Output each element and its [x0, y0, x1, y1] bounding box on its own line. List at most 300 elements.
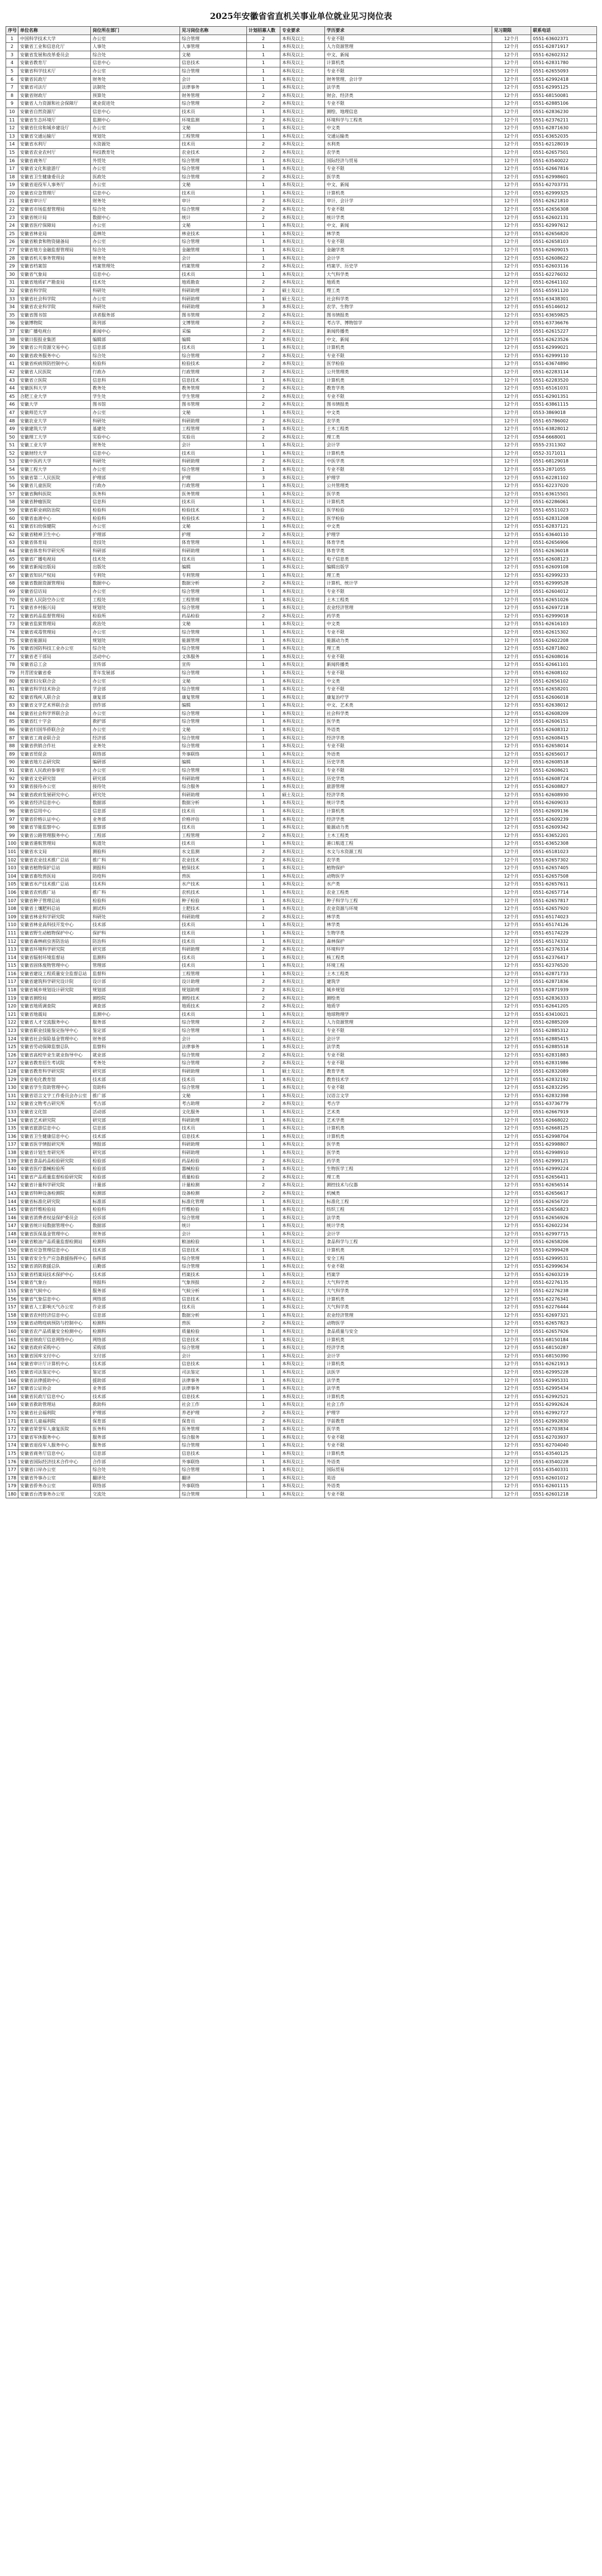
- table-cell: 能源动力类: [325, 636, 492, 645]
- table-cell: 计算机类: [325, 1124, 492, 1133]
- table-cell: 0551-62608102: [531, 669, 597, 677]
- table-cell: 环境工程: [325, 962, 492, 970]
- table-cell: 12个月: [492, 978, 531, 986]
- table-cell: 信息技术: [180, 1449, 247, 1458]
- table-cell: 科研处: [91, 417, 180, 425]
- table-cell: 0551-62128019: [531, 140, 597, 149]
- table-cell: 1: [247, 962, 280, 970]
- table-cell: 1: [247, 758, 280, 767]
- table-cell: 安徽省精神卫生中心: [18, 530, 91, 539]
- table-cell: 81: [6, 685, 18, 694]
- table-cell: 法学类: [325, 1376, 492, 1385]
- table-cell: 20: [6, 189, 18, 197]
- table-cell: 0551-62276032: [531, 270, 597, 279]
- table-cell: 接待处: [91, 783, 180, 791]
- table-cell: 审计、会计学: [325, 197, 492, 206]
- table-cell: 0551-62602234: [531, 1222, 597, 1230]
- table-cell: 综合管理: [180, 1466, 247, 1474]
- table-cell: 合作部: [91, 1458, 180, 1466]
- table-cell: 办公室: [91, 408, 180, 417]
- table-cell: 135: [6, 1124, 18, 1133]
- table-cell: 技术员: [180, 449, 247, 457]
- table-cell: 12个月: [492, 425, 531, 434]
- table-row: [6, 116, 597, 124]
- table-header: [6, 27, 597, 35]
- table-cell: 水文监测: [180, 848, 247, 856]
- table-cell: 1: [247, 344, 280, 352]
- table-cell: 本科及以上: [280, 482, 325, 490]
- table-row: [6, 1295, 597, 1303]
- table-cell: 本科及以上: [280, 734, 325, 742]
- table-cell: 基建处: [91, 425, 180, 434]
- table-cell: 养老护理: [180, 1409, 247, 1417]
- table-cell: 能源动力类: [325, 824, 492, 832]
- table-cell: 65: [6, 555, 18, 563]
- table-cell: 研究部: [91, 775, 180, 783]
- table-cell: 种子科学与工程: [325, 897, 492, 905]
- table-cell: 汉语言文学: [325, 1092, 492, 1100]
- table-cell: 0551-65511023: [531, 507, 597, 515]
- table-row: [6, 1043, 597, 1051]
- table-row: [6, 750, 597, 758]
- table-cell: 宣传部: [91, 661, 180, 669]
- table-cell: 本科及以上: [280, 652, 325, 661]
- table-cell: 0551-62656906: [531, 539, 597, 547]
- table-cell: 检验技术: [180, 514, 247, 523]
- table-cell: 教育学类: [325, 1068, 492, 1076]
- table-cell: 12个月: [492, 693, 531, 702]
- table-cell: 1: [247, 1132, 280, 1141]
- table-cell: 0551-62602208: [531, 636, 597, 645]
- table-cell: 0551-62276341: [531, 1295, 597, 1303]
- table-cell: 0551-62609239: [531, 815, 597, 824]
- table-cell: 安徽省动物疫病预防与控制中心: [18, 1319, 91, 1328]
- table-cell: 0551-62885312: [531, 1027, 597, 1035]
- table-cell: 70: [6, 596, 18, 604]
- table-cell: 护理部: [91, 474, 180, 482]
- table-cell: 22: [6, 206, 18, 214]
- table-cell: 0551-65786002: [531, 417, 597, 425]
- table-cell: 综合管理: [180, 767, 247, 775]
- table-cell: 47: [6, 408, 18, 417]
- table-cell: 1: [247, 1433, 280, 1442]
- table-cell: 专业不限: [325, 100, 492, 108]
- table-cell: 0551-63438301: [531, 295, 597, 303]
- table-cell: 数据分析: [180, 1311, 247, 1319]
- table-cell: 技术部: [91, 1360, 180, 1369]
- table-cell: 经济学类: [325, 815, 492, 824]
- table-cell: 0551-68150081: [531, 91, 597, 100]
- table-cell: 12个月: [492, 685, 531, 694]
- table-cell: 文秘: [180, 408, 247, 417]
- table-cell: 12个月: [492, 392, 531, 401]
- table-cell: 能源管理: [180, 636, 247, 645]
- table-cell: 技术科: [91, 880, 180, 889]
- table-cell: 12个月: [492, 1214, 531, 1222]
- table-cell: 0551-62657817: [531, 897, 597, 905]
- table-cell: 本科及以上: [280, 108, 325, 116]
- table-cell: 综合管理: [180, 742, 247, 751]
- table-cell: 安徽省辐射环境监督站: [18, 953, 91, 962]
- table-cell: 编辑: [180, 758, 247, 767]
- table-cell: 服务部: [91, 1287, 180, 1296]
- table-cell: 0551-62667816: [531, 165, 597, 173]
- table-cell: 1: [247, 157, 280, 165]
- table-cell: 12个月: [492, 1328, 531, 1336]
- table-row: [6, 100, 597, 108]
- table-cell: 12个月: [492, 1173, 531, 1181]
- table-cell: 文秘: [180, 181, 247, 189]
- table-row: [6, 555, 597, 563]
- table-cell: 1: [247, 685, 280, 694]
- table-cell: 安徽省地震局: [18, 1010, 91, 1019]
- table-cell: 0551-63736676: [531, 319, 597, 328]
- table-cell: 12个月: [492, 1466, 531, 1474]
- table-cell: 93: [6, 783, 18, 791]
- table-cell: 地质技术: [180, 1002, 247, 1011]
- table-cell: 12个月: [492, 157, 531, 165]
- table-cell: 27: [6, 246, 18, 255]
- table-cell: 信息技术: [180, 376, 247, 384]
- table-cell: 108: [6, 905, 18, 913]
- table-cell: 本科及以上: [280, 1352, 325, 1360]
- table-cell: 综合服务: [180, 1433, 247, 1442]
- table-cell: 0551-62609015: [531, 246, 597, 255]
- table-cell: 42: [6, 368, 18, 376]
- table-cell: 2: [247, 994, 280, 1002]
- table-cell: 1: [247, 783, 280, 791]
- table-cell: 51: [6, 441, 18, 450]
- table-row: [6, 831, 597, 840]
- table-cell: 75: [6, 636, 18, 645]
- table-cell: 2: [6, 43, 18, 51]
- table-cell: 3: [247, 303, 280, 311]
- table-cell: 本科及以上: [280, 222, 325, 230]
- table-row: [6, 287, 597, 295]
- table-cell: 112: [6, 937, 18, 946]
- table-cell: 行政办: [91, 482, 180, 490]
- table-row: [6, 254, 597, 262]
- table-cell: 145: [6, 1206, 18, 1214]
- table-cell: 科研助理: [180, 775, 247, 783]
- table-cell: 农业资源与环境: [325, 905, 492, 913]
- table-cell: 12个月: [492, 1474, 531, 1482]
- table-row: [6, 197, 597, 206]
- table-cell: 2: [247, 514, 280, 523]
- table-row: [6, 1352, 597, 1360]
- header-cell: 联系电话: [531, 27, 597, 35]
- table-cell: 信息中心: [91, 270, 180, 279]
- table-row: [6, 587, 597, 596]
- table-cell: 安徽省发展和改革委员会: [18, 51, 91, 59]
- table-cell: 安徽省人力资源和社会保障厅: [18, 100, 91, 108]
- table-cell: 安徽省广播电视局: [18, 555, 91, 563]
- table-cell: 87: [6, 734, 18, 742]
- table-cell: 安徽省职业技能鉴定指导中心: [18, 1027, 91, 1035]
- table-cell: 2: [247, 417, 280, 425]
- table-cell: 核工程类: [325, 953, 492, 962]
- table-cell: 测验科: [91, 848, 180, 856]
- table-cell: 科研助理: [180, 457, 247, 466]
- table-cell: 12个月: [492, 677, 531, 685]
- table-cell: 0551-62657405: [531, 864, 597, 873]
- table-cell: 科研助理: [180, 1068, 247, 1076]
- table-cell: 检验所: [91, 612, 180, 620]
- table-cell: 外事联络: [180, 1458, 247, 1466]
- table-cell: 科研助理: [180, 1116, 247, 1124]
- table-cell: 1: [247, 1141, 280, 1149]
- table-cell: 人事处: [91, 43, 180, 51]
- table-cell: 12个月: [492, 986, 531, 995]
- table-cell: 计算机类: [325, 1360, 492, 1369]
- table-cell: 本科及以上: [280, 921, 325, 929]
- table-cell: 2: [247, 1417, 280, 1425]
- table-cell: 研究部: [91, 1068, 180, 1076]
- table-cell: 数据分析: [180, 799, 247, 807]
- table-cell: 本科及以上: [280, 279, 325, 287]
- table-cell: 0551-62999233: [531, 571, 597, 580]
- table-cell: 植物保护: [325, 864, 492, 873]
- table-cell: 行政办: [91, 368, 180, 376]
- table-cell: 图书管理: [180, 401, 247, 409]
- table-cell: 12个月: [492, 1392, 531, 1401]
- table-cell: 0551-62832295: [531, 1084, 597, 1092]
- table-cell: 12个月: [492, 702, 531, 710]
- table-cell: 林学类: [325, 921, 492, 929]
- table-cell: 19: [6, 181, 18, 189]
- table-cell: 航道处: [91, 840, 180, 848]
- table-cell: 安徽省地质调查院: [18, 1002, 91, 1011]
- table-cell: 办公室: [91, 767, 180, 775]
- table-cell: 财务处: [91, 75, 180, 84]
- table-cell: 安徽省应急管理厅: [18, 189, 91, 197]
- table-cell: 1: [247, 799, 280, 807]
- table-cell: 172: [6, 1425, 18, 1434]
- table-cell: 医学类: [325, 1425, 492, 1434]
- table-cell: 0551-62608724: [531, 775, 597, 783]
- table-cell: 12个月: [492, 181, 531, 189]
- table-cell: 本科及以上: [280, 1197, 325, 1206]
- table-cell: 考务处: [91, 1059, 180, 1068]
- table-cell: 0551-65181023: [531, 848, 597, 856]
- table-row: [6, 652, 597, 661]
- table-cell: 环境科学: [325, 946, 492, 954]
- table-cell: 本科及以上: [280, 1230, 325, 1238]
- table-cell: 12个月: [492, 604, 531, 612]
- table-row: [6, 270, 597, 279]
- table-cell: 1: [247, 1466, 280, 1474]
- table-cell: 12个月: [492, 1157, 531, 1165]
- table-cell: 会计学: [325, 441, 492, 450]
- table-cell: 80: [6, 677, 18, 685]
- table-cell: 2: [247, 1409, 280, 1417]
- table-cell: 本科及以上: [280, 1490, 325, 1498]
- table-cell: 12个月: [492, 555, 531, 563]
- table-cell: 本科及以上: [280, 1027, 325, 1035]
- table-cell: 2: [247, 1019, 280, 1027]
- table-cell: 本科及以上: [280, 1092, 325, 1100]
- table-cell: 175: [6, 1449, 18, 1458]
- table-cell: 本科及以上: [280, 824, 325, 832]
- table-row: [6, 51, 597, 59]
- table-cell: 医学检验: [325, 514, 492, 523]
- table-cell: 12个月: [492, 498, 531, 507]
- table-cell: 12个月: [492, 1165, 531, 1173]
- table-row: [6, 206, 597, 214]
- table-cell: 本科及以上: [280, 709, 325, 718]
- table-cell: 本科及以上: [280, 35, 325, 43]
- table-cell: 本科及以上: [280, 677, 325, 685]
- table-cell: 本科及以上: [280, 327, 325, 335]
- table-cell: 信息部: [91, 1124, 180, 1133]
- table-cell: 26: [6, 238, 18, 246]
- table-cell: 安徽省教育招生考试院: [18, 1059, 91, 1068]
- table-cell: 12个月: [492, 718, 531, 726]
- table-cell: 安徽工业大学: [18, 441, 91, 450]
- table-cell: 财务管理、会计学: [325, 75, 492, 84]
- table-cell: 信息部: [91, 344, 180, 352]
- table-cell: 本科及以上: [280, 189, 325, 197]
- table-cell: 0551-62651026: [531, 596, 597, 604]
- table-cell: 本科及以上: [280, 157, 325, 165]
- table-cell: 121: [6, 1010, 18, 1019]
- table-cell: 硕士及以上: [280, 287, 325, 295]
- table-cell: 本科及以上: [280, 43, 325, 51]
- table-cell: 安徽省民政厅信息中心: [18, 1392, 91, 1401]
- table-cell: 信息技术: [180, 1132, 247, 1141]
- table-cell: 数据部: [91, 1222, 180, 1230]
- table-cell: 12个月: [492, 1108, 531, 1116]
- table-cell: 检验科: [91, 360, 180, 368]
- table-cell: 推广部: [91, 1092, 180, 1100]
- table-cell: 1: [247, 67, 280, 75]
- table-cell: 12个月: [492, 401, 531, 409]
- table-cell: 12个月: [492, 1303, 531, 1312]
- table-cell: 12个月: [492, 279, 531, 287]
- table-cell: 本科及以上: [280, 1376, 325, 1385]
- table-cell: 安徽省语言文字工作委员会办公室: [18, 1092, 91, 1100]
- table-cell: 本科及以上: [280, 1279, 325, 1287]
- table-cell: 61: [6, 523, 18, 531]
- table-cell: 1: [247, 1043, 280, 1051]
- table-cell: 1: [247, 1344, 280, 1352]
- table-cell: 1: [247, 872, 280, 880]
- table-cell: 12个月: [492, 571, 531, 580]
- table-cell: 1: [247, 1075, 280, 1084]
- table-cell: 技术部: [91, 1392, 180, 1401]
- table-cell: 本科及以上: [280, 303, 325, 311]
- table-cell: 12个月: [492, 709, 531, 718]
- table-cell: 档案技术: [180, 1270, 247, 1279]
- table-cell: 114: [6, 953, 18, 962]
- table-cell: 147: [6, 1222, 18, 1230]
- table-cell: 本科及以上: [280, 59, 325, 67]
- table-cell: 安徽省档案馆: [18, 262, 91, 271]
- table-cell: 安徽省司法厅: [18, 84, 91, 92]
- table-cell: 本科及以上: [280, 1148, 325, 1157]
- table-cell: 0551-62657611: [531, 880, 597, 889]
- table-row: [6, 425, 597, 434]
- table-cell: 宣传: [180, 661, 247, 669]
- table-cell: 安徽省机关事务管理局: [18, 254, 91, 262]
- table-cell: 60: [6, 514, 18, 523]
- table-cell: 安徽省艺术研究院: [18, 1116, 91, 1124]
- table-cell: 12个月: [492, 1181, 531, 1190]
- table-cell: 法学类: [325, 1043, 492, 1051]
- table-cell: 1: [247, 1368, 280, 1376]
- table-cell: 价格评估: [180, 815, 247, 824]
- table-cell: 本科及以上: [280, 929, 325, 937]
- table-cell: 12个月: [492, 726, 531, 734]
- table-cell: 101: [6, 848, 18, 856]
- table-cell: 本科及以上: [280, 1059, 325, 1068]
- table-cell: 规划助理: [180, 986, 247, 995]
- table-cell: 学生处: [91, 392, 180, 401]
- table-cell: 12个月: [492, 620, 531, 629]
- table-cell: 本科及以上: [280, 1157, 325, 1165]
- table-cell: 护理部: [91, 530, 180, 539]
- table-cell: 129: [6, 1075, 18, 1084]
- table-cell: 12个月: [492, 1092, 531, 1100]
- table-cell: 1: [247, 734, 280, 742]
- table-cell: 本科及以上: [280, 1368, 325, 1376]
- table-cell: 0551-62655093: [531, 67, 597, 75]
- table-cell: 1: [247, 750, 280, 758]
- table-cell: 外贸处: [91, 157, 180, 165]
- table-row: [6, 628, 597, 636]
- table-cell: 监察部: [91, 824, 180, 832]
- table-row: [6, 1181, 597, 1190]
- table-cell: 综合管理: [180, 1019, 247, 1027]
- table-cell: 本科及以上: [280, 970, 325, 978]
- table-cell: 翻译: [180, 1474, 247, 1482]
- table-cell: 1: [247, 791, 280, 799]
- table-cell: 安徽省人民防空办公室: [18, 596, 91, 604]
- table-cell: 安徽省政府发展研究中心: [18, 791, 91, 799]
- table-cell: 16: [6, 157, 18, 165]
- table-cell: 12个月: [492, 628, 531, 636]
- table-cell: 1: [247, 523, 280, 531]
- table-cell: 护理部: [91, 1409, 180, 1417]
- table-cell: 办公室: [91, 709, 180, 718]
- table-cell: 0551-62276444: [531, 1303, 597, 1312]
- table-cell: 12个月: [492, 831, 531, 840]
- table-cell: 安徽省台湾事务办公室: [18, 1490, 91, 1498]
- table-cell: 后勤部: [91, 1263, 180, 1271]
- table-cell: 研究处: [91, 791, 180, 799]
- table-cell: 12个月: [492, 1449, 531, 1458]
- table-cell: 1: [247, 953, 280, 962]
- table-cell: 24: [6, 222, 18, 230]
- table-cell: 安徽省水利厅: [18, 140, 91, 149]
- table-cell: 1: [247, 709, 280, 718]
- table-cell: 163: [6, 1352, 18, 1360]
- table-cell: 12个月: [492, 1002, 531, 1011]
- table-cell: 144: [6, 1197, 18, 1206]
- table-cell: 0551-65591120: [531, 287, 597, 295]
- table-cell: 生物医学工程: [325, 1165, 492, 1173]
- table-cell: 学前教育: [325, 1417, 492, 1425]
- table-cell: 金融学类: [325, 246, 492, 255]
- table-row: [6, 1328, 597, 1336]
- table-row: [6, 1010, 597, 1019]
- table-cell: 救护部: [91, 718, 180, 726]
- table-cell: 12个月: [492, 905, 531, 913]
- table-cell: 本科及以上: [280, 571, 325, 580]
- table-cell: 考古部: [91, 1100, 180, 1108]
- table-cell: 专业不限: [325, 628, 492, 636]
- table-cell: 128: [6, 1068, 18, 1076]
